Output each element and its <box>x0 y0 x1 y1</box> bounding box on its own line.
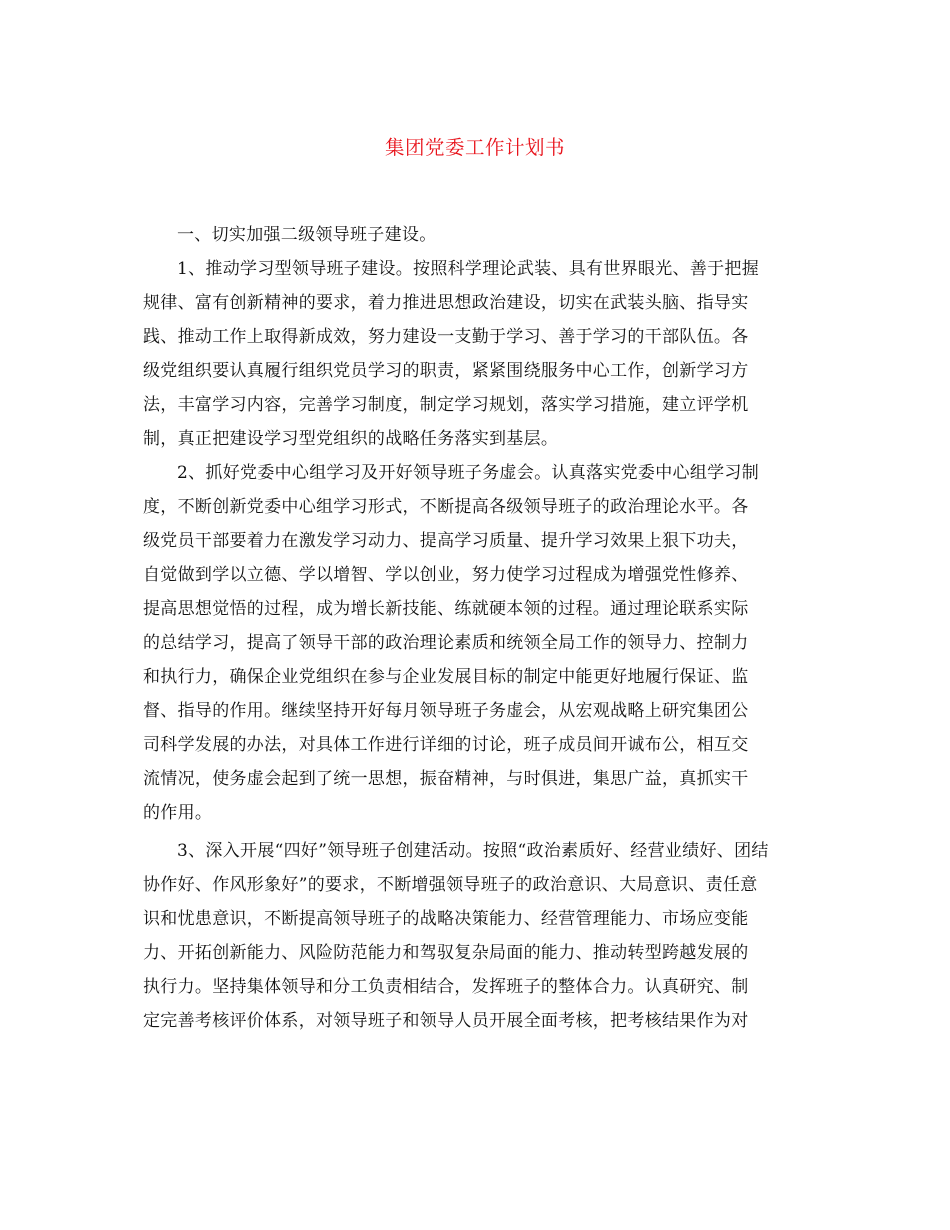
text-line: 执行力。坚持集体领导和分工负责相结合，发挥班子的整体合力。认真研究、制 <box>143 977 749 997</box>
text-line: 级党员干部要着力在激发学习动力、提高学习质量、提升学习效果上狠下功夫， <box>143 531 749 551</box>
section-heading <box>143 218 806 252</box>
paragraph-1 <box>143 252 806 456</box>
text-line: 法，丰富学习内容，完善学习制度，制定学习规划，落实学习措施，建立评学机 <box>143 395 749 415</box>
text-line: 规律、富有创新精神的要求，着力推进思想政治建设，切实在武装头脑、指导实 <box>143 293 749 313</box>
text-line: 的总结学习，提高了领导干部的政治理论素质和统领全局工作的领导力、控制力 <box>143 633 749 653</box>
text-line: 司科学发展的办法，对具体工作进行详细的讨论，班子成员间开诚布公，相互交 <box>143 735 749 755</box>
document-title: 集团党委工作计划书 <box>384 136 565 159</box>
document-body <box>143 218 806 1038</box>
text-line: 定完善考核评价体系，对领导班子和领导人员开展全面考核，把考核结果作为对 <box>143 1011 749 1031</box>
text-line: 3、深入开展“四好”领导班子创建活动。按照“政治素质好、经营业绩好、团结 <box>177 841 769 861</box>
text-line: 2、抓好党委中心组学习及开好领导班子务虚会。认真落实党委中心组学习制 <box>177 463 760 483</box>
text-line: 和执行力，确保企业党组织在参与企业发展目标的制定中能更好地履行保证、监 <box>143 667 749 687</box>
paragraph-2 <box>143 456 806 830</box>
text-line: 1、推动学习型领导班子建设。按照科学理论武装、具有世界眼光、善于把握 <box>177 259 760 279</box>
paragraph-3 <box>143 834 806 1038</box>
text-line: 自觉做到学以立德、学以增智、学以创业，努力使学习过程成为增强党性修养、 <box>143 565 749 585</box>
text-line: 制，真正把建设学习型党组织的战略任务落实到基层。 <box>143 429 559 449</box>
text-line: 协作好、作风形象好”的要求，不断增强领导班子的政治意识、大局意识、责任意 <box>143 875 758 895</box>
text-line: 度，不断创新党委中心组学习形式，不断提高各级领导班子的政治理论水平。各 <box>143 497 749 517</box>
text-line: 提高思想觉悟的过程，成为增长新技能、练就硬本领的过程。通过理论联系实际 <box>143 599 749 619</box>
text-line: 一、切实加强二级领导班子建设。 <box>177 225 437 245</box>
text-line: 级党组织要认真履行组织党员学习的职责，紧紧围绕服务中心工作，创新学习方 <box>143 361 749 381</box>
text-line: 督、指导的作用。继续坚持开好每月领导班子务虚会，从宏观战略上研究集团公 <box>143 701 749 721</box>
text-line: 力、开拓创新能力、风险防范能力和驾驭复杂局面的能力、推动转型跨越发展的 <box>143 943 749 963</box>
text-line: 识和忧患意识，不断提高领导班子的战略决策能力、经营管理能力、市场应变能 <box>143 909 749 929</box>
text-line: 流情况，使务虚会起到了统一思想，振奋精神，与时俱进，集思广益，真抓实干 <box>143 769 749 789</box>
text-line: 践、推动工作上取得新成效，努力建设一支勤于学习、善于学习的干部队伍。各 <box>143 327 749 347</box>
text-line: 的作用。 <box>143 803 213 823</box>
